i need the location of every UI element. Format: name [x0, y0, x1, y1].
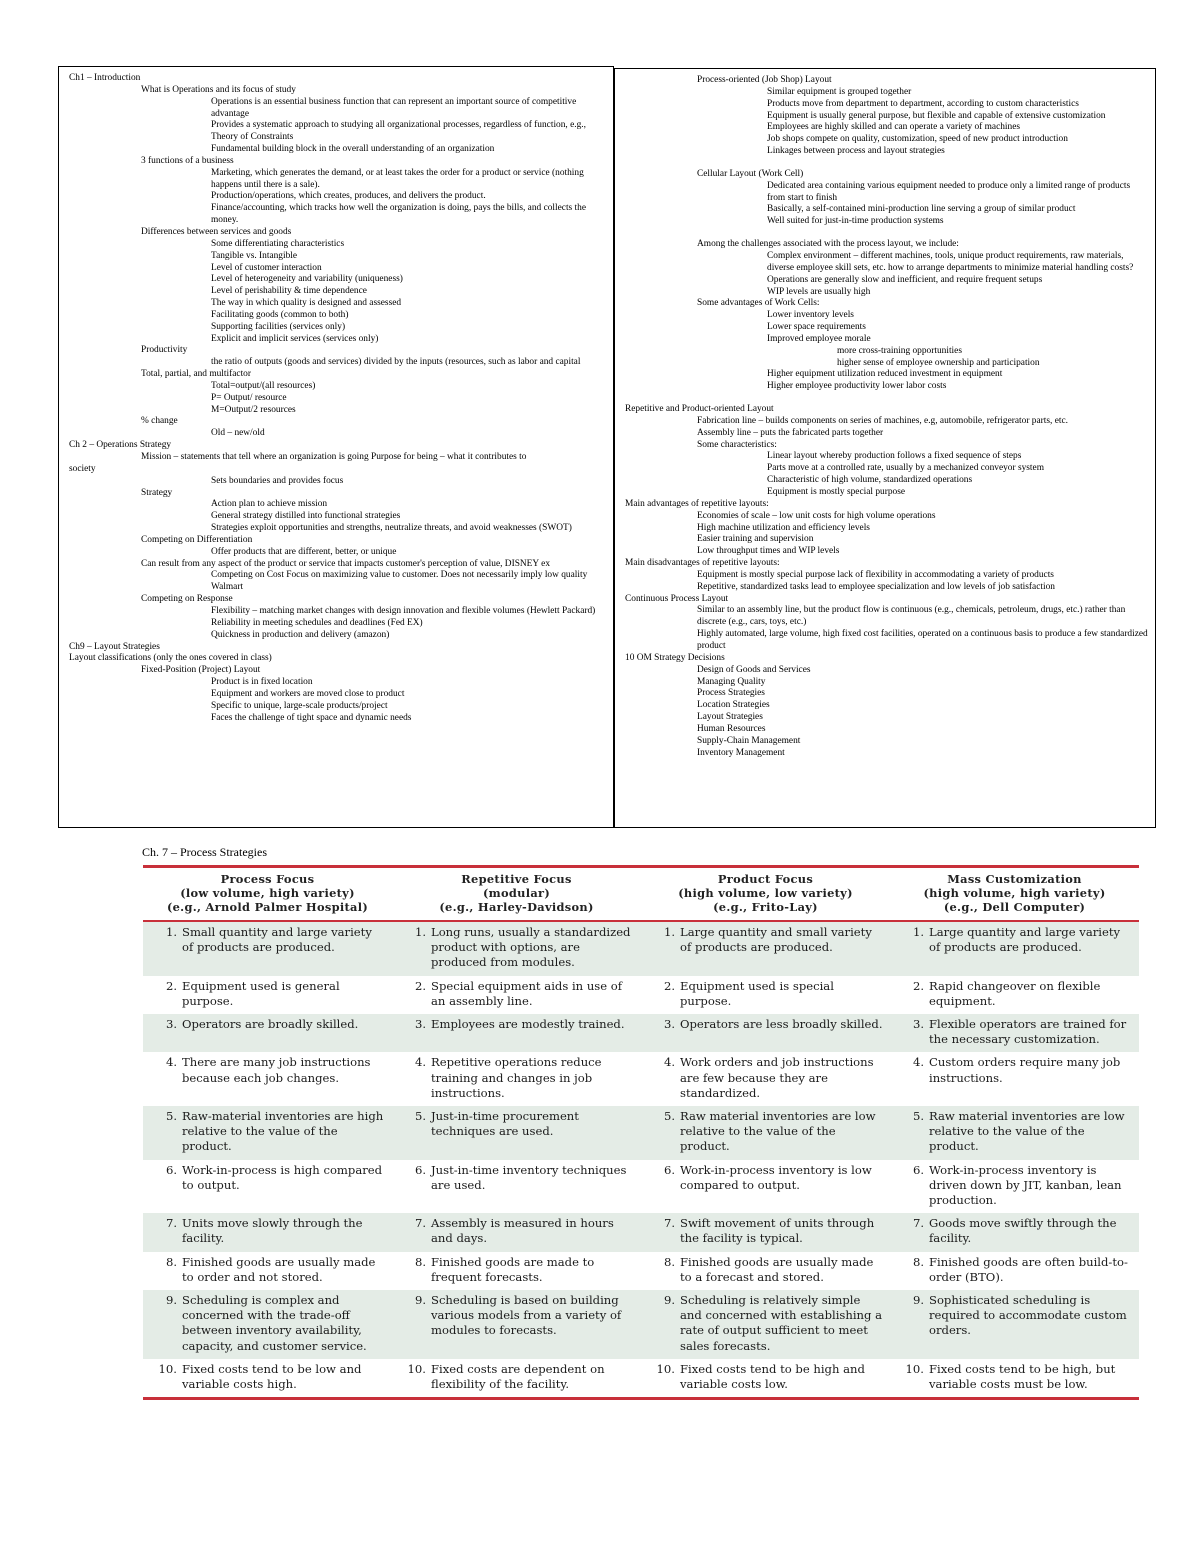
- item-number: 1.: [663, 925, 675, 939]
- item-text: Rapid changeover on flexible equipment.: [929, 978, 1101, 1008]
- right-note-line: Higher equipment utilization reduced investment in equipment: [767, 369, 1003, 380]
- left-note-line: Total, partial, and multifactor: [141, 369, 251, 380]
- table-cell: [890, 1160, 1139, 1214]
- left-note-line: Competing on Differentiation: [141, 534, 253, 545]
- item-number: 1.: [165, 925, 177, 939]
- item-number: 5.: [414, 1109, 426, 1124]
- right-note-line: Basically, a self-contained mini-production line serving a group of similar product: [767, 204, 1076, 215]
- table-row: [143, 1160, 1139, 1214]
- table-cell: [641, 1213, 890, 1251]
- item-text: Goods move swiftly through the facility.: [929, 1216, 1117, 1246]
- right-note-line: High machine utilization and efficiency levels: [697, 522, 870, 533]
- left-note-line: Operations is an essential business function that can represent an important source of competitive advantage: [211, 96, 577, 119]
- left-note-line: Faces the challenge of tight space and dynamic needs: [211, 712, 412, 723]
- table-cell: [641, 1359, 890, 1399]
- item-number: 7.: [165, 1216, 177, 1231]
- left-note-line: the ratio of outputs (goods and services) divided by the inputs (resources, such as labor and capital: [211, 357, 581, 368]
- item-text: Large quantity and small variety of products are produced.: [680, 925, 872, 955]
- right-note-line: Low throughput times and WIP levels: [697, 546, 840, 557]
- column-header: [143, 867, 392, 922]
- left-note-line: General strategy distilled into functional strategies: [211, 511, 401, 522]
- item-text: Equipment used is special purpose.: [680, 978, 834, 1008]
- left-note-line: Can result from any aspect of the product or service that impacts customer's perception of value, DISNEY ex: [141, 558, 551, 569]
- item-text: Flexible operators are trained for the necessary customization.: [929, 1017, 1127, 1047]
- item-number: 4.: [414, 1055, 426, 1070]
- item-text: Fixed costs are dependent on flexibility of the facility.: [431, 1361, 605, 1392]
- item-text: Custom orders require many job instructions.: [929, 1055, 1121, 1085]
- item-number: 10.: [158, 1361, 177, 1376]
- item-text: Units move slowly through the facility.: [182, 1216, 363, 1246]
- column-header-line: Repetitive Focus: [461, 872, 572, 886]
- right-note-line: Design of Goods and Services: [697, 664, 811, 675]
- left-note-line: Provides a systematic approach to studying all organizational processes, regardless of function, e.g., Theory of Constraints: [211, 120, 586, 143]
- table-cell: [392, 1290, 641, 1359]
- item-number: 2.: [414, 978, 426, 993]
- left-note-line: P= Output/ resource: [211, 392, 287, 403]
- right-note-line: Lower space requirements: [767, 322, 866, 333]
- left-note-line: Strategies exploit opportunities and strengths, neutralize threats, and avoid weaknesses (SWOT): [211, 523, 572, 534]
- left-note-line: Quickness in production and delivery (amazon): [211, 629, 390, 640]
- left-note-line: society: [69, 463, 96, 474]
- table-cell: [143, 1290, 392, 1359]
- right-note-line: Dedicated area containing various equipment needed to produce only a limited range of products from start to finish: [767, 180, 1131, 203]
- table-row: [143, 1359, 1139, 1399]
- right-note-line: Process Strategies: [697, 688, 765, 699]
- column-header-line: (e.g., Arnold Palmer Hospital): [166, 900, 369, 914]
- table-cell: [143, 1359, 392, 1399]
- right-note-line: Similar to an assembly line, but the product flow is continuous (e.g., chemicals, petroleum, drugs, etc.) rather than discrete (e.g., cars, toys, etc.): [697, 605, 1126, 628]
- table-cell: [143, 1106, 392, 1160]
- item-number: 9.: [165, 1293, 177, 1308]
- table-cell: [890, 1106, 1139, 1160]
- item-number: 7.: [663, 1216, 675, 1231]
- item-number: 3.: [165, 1017, 177, 1032]
- column-header: [890, 867, 1139, 922]
- left-note-line: Level of perishability & time dependence: [211, 286, 367, 297]
- left-note-line: Supporting facilities (services only): [211, 321, 346, 332]
- right-note-line: Assembly line – puts the fabricated parts together: [697, 427, 884, 438]
- item-number: 2.: [165, 978, 177, 993]
- item-number: 6.: [414, 1162, 426, 1177]
- right-note-line: Continuous Process Layout: [625, 593, 729, 604]
- process-strategies-table: [143, 865, 1139, 1400]
- right-note-line: Repetitive and Product-oriented Layout: [625, 404, 774, 415]
- left-note-line: Walmart: [211, 582, 244, 593]
- table-cell: [392, 921, 641, 976]
- column-header-line: Process Focus: [220, 872, 315, 886]
- left-note-line: Explicit and implicit services (services only): [211, 333, 379, 344]
- right-note-line: Higher employee productivity lower labor costs: [767, 381, 947, 392]
- item-text: Scheduling is based on building various models from a variety of modules to forecasts.: [431, 1293, 622, 1338]
- table-cell: [143, 1052, 392, 1106]
- left-note-line: Reliability in meeting schedules and deadlines (Fed EX): [211, 617, 423, 628]
- left-note-line: M=Output/2 resources: [211, 404, 296, 415]
- table-header: [143, 867, 1139, 922]
- item-text: Large quantity and large variety of products are produced.: [929, 925, 1121, 955]
- left-note-line: Differences between services and goods: [141, 226, 292, 237]
- left-note-line: Offer products that are different, better, or unique: [211, 546, 397, 557]
- table-cell: [392, 1052, 641, 1106]
- table-cell: [392, 1160, 641, 1214]
- table-cell: [143, 1014, 392, 1052]
- table-row: [143, 1213, 1139, 1251]
- item-number: 4.: [912, 1055, 924, 1070]
- item-number: 2.: [912, 978, 924, 993]
- column-header: [641, 867, 890, 922]
- left-note-line: Fixed-Position (Project) Layout: [141, 665, 261, 676]
- table-cell: [890, 1290, 1139, 1359]
- column-header-line: (e.g., Frito-Lay): [713, 900, 818, 914]
- table-body: [143, 921, 1139, 1399]
- left-note-line: What is Operations and its focus of study: [141, 84, 296, 95]
- right-note-line: Equipment is mostly special purpose lack of flexibility in accommodating a variety of products: [697, 569, 1054, 580]
- left-note-line: 3 functions of a business: [141, 155, 234, 166]
- right-note-line: Equipment is mostly special purpose: [767, 487, 906, 497]
- left-note-line: Some differentiating characteristics: [211, 238, 345, 249]
- table-cell: [392, 1359, 641, 1399]
- right-note-line: Main advantages of repetitive layouts:: [625, 498, 769, 509]
- item-text: Finished goods are usually made to order and not stored.: [182, 1254, 376, 1284]
- item-text: Just-in-time inventory techniques are used.: [431, 1162, 627, 1192]
- item-number: 8.: [912, 1254, 924, 1269]
- spacer: [625, 393, 1149, 404]
- item-number: 10.: [656, 1361, 675, 1376]
- right-note-line: Lower inventory levels: [767, 310, 854, 321]
- right-note-line: Similar equipment is grouped together: [767, 86, 912, 97]
- table-cell: [641, 1014, 890, 1052]
- left-note-line: Tangible vs. Intangible: [211, 250, 298, 261]
- table-cell: [143, 921, 392, 976]
- left-note-line: Flexibility – matching market changes with design innovation and flexible volumes (Hewlett Packard): [211, 605, 596, 616]
- right-note-line: Linkages between process and layout strategies: [767, 146, 945, 157]
- left-note-line: Production/operations, which creates, produces, and delivers the product.: [211, 191, 486, 202]
- item-text: Fixed costs tend to be low and variable costs high.: [182, 1361, 362, 1392]
- left-note-line: Facilitating goods (common to both): [211, 309, 349, 320]
- item-number: 7.: [414, 1216, 426, 1231]
- left-note-line: Layout classifications (only the ones covered in class): [69, 653, 272, 664]
- left-note-line: Strategy: [141, 487, 173, 498]
- table-cell: [143, 1160, 392, 1214]
- item-text: Finished goods are usually made to a forecast and stored.: [680, 1254, 874, 1284]
- right-note-line: Repetitive, standardized tasks lead to employee specialization and low levels of job satisfaction: [697, 581, 1055, 592]
- item-number: 3.: [414, 1017, 426, 1032]
- item-text: Employees are modestly trained.: [431, 1017, 625, 1032]
- table-cell: [641, 1290, 890, 1359]
- item-number: 8.: [165, 1254, 177, 1269]
- left-note-line: Equipment and workers are moved close to product: [211, 688, 405, 699]
- item-number: 5.: [912, 1109, 924, 1124]
- item-text: Special equipment aids in use of an assembly line.: [431, 978, 623, 1008]
- table-cell: [392, 1252, 641, 1290]
- item-number: 6.: [663, 1162, 675, 1177]
- table-row: [143, 1252, 1139, 1290]
- right-note-line: Some advantages of Work Cells:: [697, 298, 820, 309]
- item-text: Swift movement of units through the facility is typical.: [680, 1216, 875, 1246]
- table-cell: [392, 1213, 641, 1251]
- left-note-line: Competing on Cost Focus on maximizing value to customer. Does not necessarily imply low quality: [211, 570, 588, 581]
- item-number: 7.: [912, 1216, 924, 1231]
- table-cell: [890, 1359, 1139, 1399]
- right-note-line: Highly automated, large volume, high fixed cost facilities, operated on a continuous basis to produce a few standardized product: [697, 629, 1148, 651]
- column-header-line: (high volume, low variety): [678, 886, 853, 900]
- right-note-line: Among the challenges associated with the process layout, we include:: [697, 239, 959, 250]
- item-number: 10.: [905, 1361, 924, 1376]
- left-note-line: Fundamental building block in the overall understanding of an organization: [211, 144, 495, 155]
- item-number: 8.: [414, 1254, 426, 1269]
- right-note-line: Improved employee morale: [767, 333, 871, 344]
- item-text: Scheduling is complex and concerned with the trade-off between inventory availability, capacity, and customer service.: [182, 1293, 367, 1353]
- right-note-line: Equipment is usually general purpose, but flexible and capable of extensive customization: [767, 110, 1106, 121]
- item-number: 2.: [663, 978, 675, 993]
- right-note-line: Managing Quality: [697, 676, 766, 687]
- table-cell: [392, 1106, 641, 1160]
- table-cell: [143, 1213, 392, 1251]
- table-cell: [143, 976, 392, 1014]
- item-number: 4.: [165, 1055, 177, 1070]
- table-cell: [392, 976, 641, 1014]
- item-text: Just-in-time procurement techniques are used.: [431, 1109, 579, 1139]
- right-note-line: Inventory Management: [697, 747, 785, 758]
- right-note-line: Some characteristics:: [697, 439, 777, 450]
- right-note-line: 10 OM Strategy Decisions: [625, 652, 725, 663]
- item-number: 8.: [663, 1254, 675, 1269]
- table-cell: [641, 1106, 890, 1160]
- item-text: Raw material inventories are low relative to the value of the product.: [680, 1109, 876, 1154]
- item-text: Finished goods are often build-to-order (BTO).: [929, 1254, 1128, 1284]
- right-note-line: more cross-training opportunities: [837, 345, 962, 356]
- item-text: Raw-material inventories are high relative to the value of the product.: [182, 1109, 384, 1154]
- item-text: Operators are less broadly skilled.: [680, 1017, 883, 1032]
- right-note-line: Layout Strategies: [697, 712, 763, 723]
- item-text: Operators are broadly skilled.: [182, 1017, 359, 1032]
- item-text: Finished goods are made to frequent forecasts.: [431, 1254, 595, 1284]
- item-text: Assembly is measured in hours and days.: [431, 1216, 614, 1246]
- table-cell: [890, 921, 1139, 976]
- table-header-row: [143, 867, 1139, 922]
- table-cell: [641, 1160, 890, 1214]
- left-note-line: Sets boundaries and provides focus: [211, 475, 344, 486]
- item-text: Work-in-process is high compared to output.: [182, 1162, 383, 1192]
- item-text: Sophisticated scheduling is required to accommodate custom orders.: [929, 1293, 1127, 1338]
- left-note-line: Old – new/old: [211, 428, 265, 439]
- table-cell: [641, 976, 890, 1014]
- right-note-line: Employees are highly skilled and can operate a variety of machines: [767, 122, 1021, 133]
- item-number: 1.: [414, 925, 426, 939]
- left-note-line: Ch1 – Introduction: [69, 73, 141, 83]
- table-cell: [641, 1252, 890, 1290]
- item-number: 5.: [663, 1109, 675, 1124]
- table-cell: [890, 976, 1139, 1014]
- table-cell: [641, 921, 890, 976]
- left-note-line: Mission – statements that tell where an organization is going Purpose for being – what it contributes to: [141, 452, 527, 462]
- table-cell: [890, 1213, 1139, 1251]
- table-row: [143, 976, 1139, 1014]
- table-cell: [392, 1014, 641, 1052]
- right-note-line: higher sense of employee ownership and participation: [837, 357, 1040, 368]
- item-text: Work-in-process inventory is driven down by JIT, kanban, lean production.: [929, 1162, 1122, 1208]
- item-text: There are many job instructions because each job changes.: [182, 1055, 371, 1085]
- right-note-line: Fabrication line – builds components on series of machines, e.g, automobile, refrigerator parts, etc.: [697, 415, 1068, 426]
- left-note-line: % change: [141, 416, 178, 427]
- item-number: 5.: [165, 1109, 177, 1124]
- right-note-line: Products move from department to department, according to custom characteristics: [767, 98, 1079, 109]
- left-note-line: Specific to unique, large-scale products/project: [211, 700, 388, 711]
- item-number: 1.: [912, 925, 924, 939]
- right-note-line: Linear layout whereby production follows a fixed sequence of steps: [767, 451, 1022, 462]
- right-note-line: Easier training and supervision: [697, 534, 814, 545]
- process-strategies-title: Ch. 7 – Process Strategies: [142, 845, 267, 859]
- right-note-line: Human Resources: [697, 723, 766, 734]
- right-note-line: Location Strategies: [697, 700, 770, 711]
- left-note-line: Product is in fixed location: [211, 677, 313, 688]
- item-text: Long runs, usually a standardized product with options, are produced from modules.: [431, 925, 631, 970]
- table-row: [143, 921, 1139, 976]
- item-text: Raw material inventories are low relative to the value of the product.: [929, 1109, 1125, 1154]
- left-note-line: Marketing, which generates the demand, or at least takes the order for a product or service (nothing happens until there is a sale).: [211, 167, 584, 190]
- item-number: 6.: [165, 1162, 177, 1177]
- table-row: [143, 1290, 1139, 1359]
- right-note-line: Operations are generally slow and inefficient, and require frequent setups: [767, 274, 1043, 285]
- table-cell: [890, 1252, 1139, 1290]
- column-header-line: Product Focus: [717, 872, 814, 886]
- table-row: [143, 1052, 1139, 1106]
- right-note-line: WIP levels are usually high: [767, 286, 871, 297]
- left-note-line: Finance/accounting, which tracks how well the organization is doing, pays the bills, and collects the money.: [211, 203, 586, 226]
- column-header-line: (e.g., Dell Computer): [943, 900, 1086, 914]
- item-text: Work-in-process inventory is low compared to output.: [680, 1162, 872, 1192]
- right-note-line: Supply-Chain Management: [697, 735, 801, 746]
- left-note-line: Competing on Response: [141, 594, 233, 605]
- spacer: [625, 158, 1149, 169]
- right-note-line: Process-oriented (Job Shop) Layout: [697, 75, 832, 85]
- column-header-line: (low volume, high variety): [180, 886, 355, 900]
- item-text: Equipment used is general purpose.: [182, 978, 340, 1008]
- spacer: [625, 228, 1149, 239]
- left-note-line: The way in which quality is designed and assessed: [211, 298, 402, 309]
- right-note-line: Cellular Layout (Work Cell): [697, 168, 804, 179]
- item-number: 6.: [912, 1162, 924, 1177]
- left-note-line: Ch9 – Layout Strategies: [69, 641, 160, 652]
- table-cell: [890, 1052, 1139, 1106]
- column-header-line: (modular): [482, 886, 551, 900]
- item-number: 9.: [912, 1293, 924, 1308]
- left-note-line: Productivity: [141, 345, 188, 356]
- item-text: Repetitive operations reduce training and changes in job instructions.: [431, 1055, 602, 1100]
- item-number: 9.: [663, 1293, 675, 1308]
- table-cell: [641, 1052, 890, 1106]
- left-note-line: Total=output/(all resources): [211, 380, 316, 391]
- item-number: 10.: [407, 1361, 426, 1376]
- right-note-line: Job shops compete on quality, customization, speed of new product introduction: [767, 134, 1068, 145]
- left-notes-panel: [58, 66, 614, 828]
- column-header-line: (high volume, high variety): [923, 886, 1106, 900]
- table-row: [143, 1106, 1139, 1160]
- item-text: Small quantity and large variety of products are produced.: [182, 925, 372, 955]
- left-note-line: Level of customer interaction: [211, 262, 322, 273]
- right-note-line: Well suited for just-in-time production systems: [767, 216, 944, 227]
- right-note-line: Economies of scale – low unit costs for high volume operations: [697, 510, 936, 521]
- right-note-line: Main disadvantages of repetitive layouts:: [625, 558, 780, 569]
- right-note-line: Complex environment – different machines, tools, unique product requirements, raw materials, diverse employee skill sets, etc. how to arrange departments to minimize material handling costs?: [767, 250, 1134, 273]
- item-text: Fixed costs tend to be high and variable costs low.: [680, 1361, 865, 1392]
- left-note-line: Action plan to achieve mission: [211, 499, 328, 510]
- item-text: Work orders and job instructions are few because they are standardized.: [680, 1055, 874, 1100]
- table-cell: [143, 1252, 392, 1290]
- item-number: 4.: [663, 1055, 675, 1070]
- item-number: 9.: [414, 1293, 426, 1308]
- column-header: [392, 867, 641, 922]
- item-number: 3.: [912, 1017, 924, 1032]
- table-cell: [890, 1014, 1139, 1052]
- table-row: [143, 1014, 1139, 1052]
- item-text: Scheduling is relatively simple and concerned with establishing a rate of output sufficient to meet sales forecasts.: [680, 1293, 883, 1353]
- left-note-line: Ch 2 – Operations Strategy: [69, 440, 172, 451]
- right-notes-panel: [614, 68, 1156, 828]
- right-note-line: Parts move at a controlled rate, usually by a mechanized conveyor system: [767, 463, 1044, 474]
- left-note-line: Level of heterogeneity and variability (uniqueness): [211, 274, 403, 285]
- column-header-line: (e.g., Harley-Davidson): [439, 900, 594, 914]
- right-note-line: Characteristic of high volume, standardized operations: [767, 475, 973, 486]
- column-header-line: Mass Customization: [947, 872, 1082, 886]
- item-text: Fixed costs tend to be high, but variable costs must be low.: [929, 1361, 1116, 1392]
- item-number: 3.: [663, 1017, 675, 1032]
